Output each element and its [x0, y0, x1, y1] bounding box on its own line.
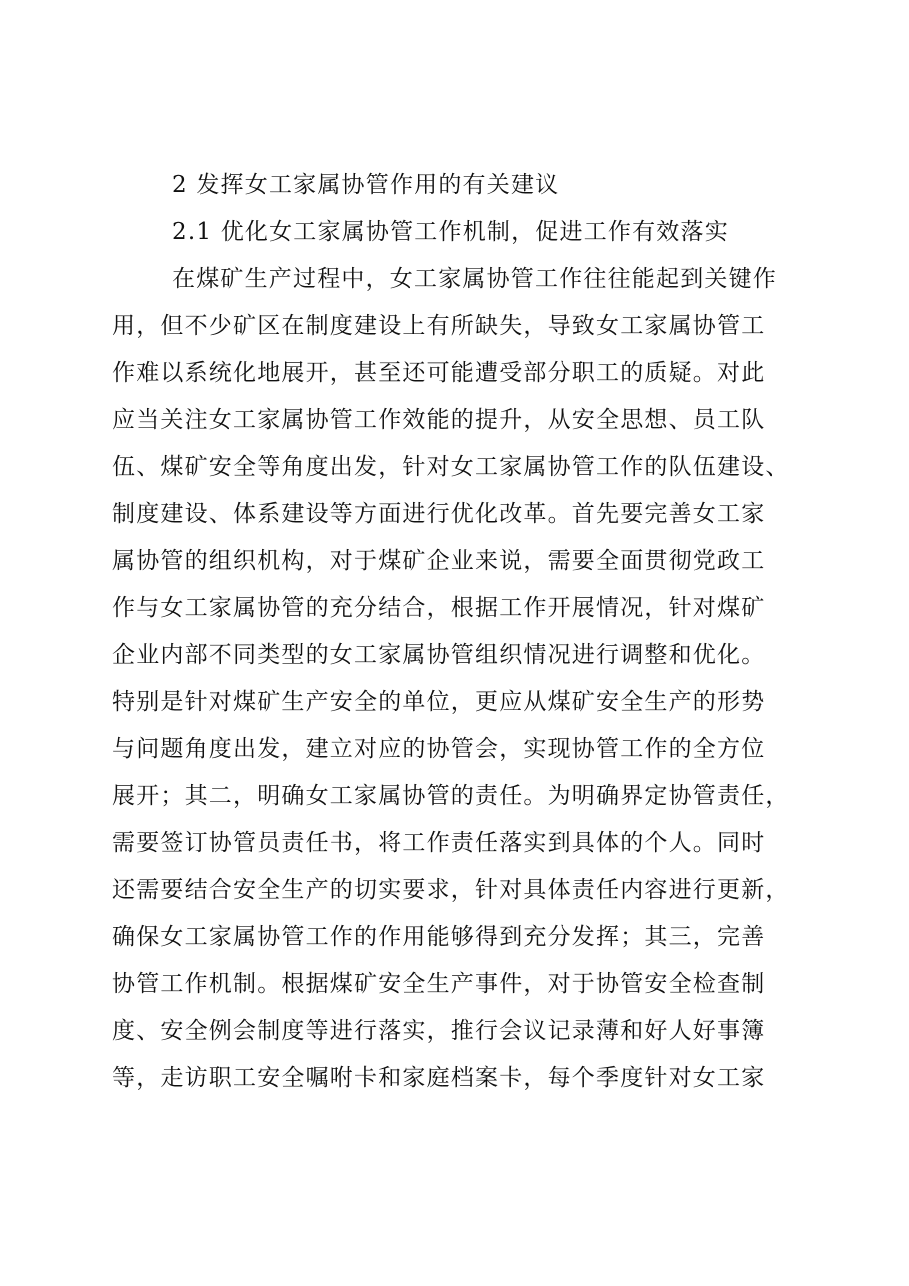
paragraph-line: 应当关注女工家属协管工作效能的提升，从安全思想、员工队	[112, 407, 766, 433]
paragraph-line: 作难以系统化地展开，甚至还可能遭受部分职工的质疑。对此	[112, 360, 766, 386]
paragraph-line: 确保女工家属协管工作的作用能够得到充分发挥；其三，完善	[112, 924, 766, 950]
paragraph-line: 还需要结合安全生产的切实要求，针对具体责任内容进行更新，	[112, 877, 790, 903]
subsection-heading: 2.1 优化女工家属协管工作机制，促进工作有效落实	[172, 219, 729, 245]
paragraph-line: 制度建设、体系建设等方面进行优化改革。首先要完善女工家	[112, 501, 766, 527]
paragraph-line: 用，但不少矿区在制度建设上有所缺失，导致女工家属协管工	[112, 313, 766, 339]
paragraph-line: 特别是针对煤矿生产安全的单位，更应从煤矿安全生产的形势	[112, 689, 766, 715]
paragraph-line: 等，走访职工安全嘱咐卡和家庭档案卡，每个季度针对女工家	[112, 1065, 766, 1091]
paragraph-line: 展开；其二，明确女工家属协管的责任。为明确界定协管责任，	[112, 783, 790, 809]
paragraph-line: 需要签订协管员责任书，将工作责任落实到具体的个人。同时	[112, 830, 766, 856]
paragraph-line: 与问题角度出发，建立对应的协管会，实现协管工作的全方位	[112, 736, 766, 762]
paragraph-line: 协管工作机制。根据煤矿安全生产事件，对于协管安全检查制	[112, 971, 766, 997]
section-heading: 2 发挥女工家属协管作用的有关建议	[172, 172, 560, 198]
paragraph-line: 作与女工家属协管的充分结合，根据工作开展情况，针对煤矿	[112, 595, 766, 621]
paragraph-line: 在煤矿生产过程中，女工家属协管工作往往能起到关键作	[172, 266, 777, 292]
paragraph-line: 企业内部不同类型的女工家属协管组织情况进行调整和优化。	[112, 642, 766, 668]
paragraph-line: 伍、煤矿安全等角度出发，针对女工家属协管工作的队伍建设、	[112, 454, 790, 480]
paragraph-line: 度、安全例会制度等进行落实，推行会议记录薄和好人好事簿	[112, 1018, 766, 1044]
paragraph-line: 属协管的组织机构，对于煤矿企业来说，需要全面贯彻党政工	[112, 548, 766, 574]
